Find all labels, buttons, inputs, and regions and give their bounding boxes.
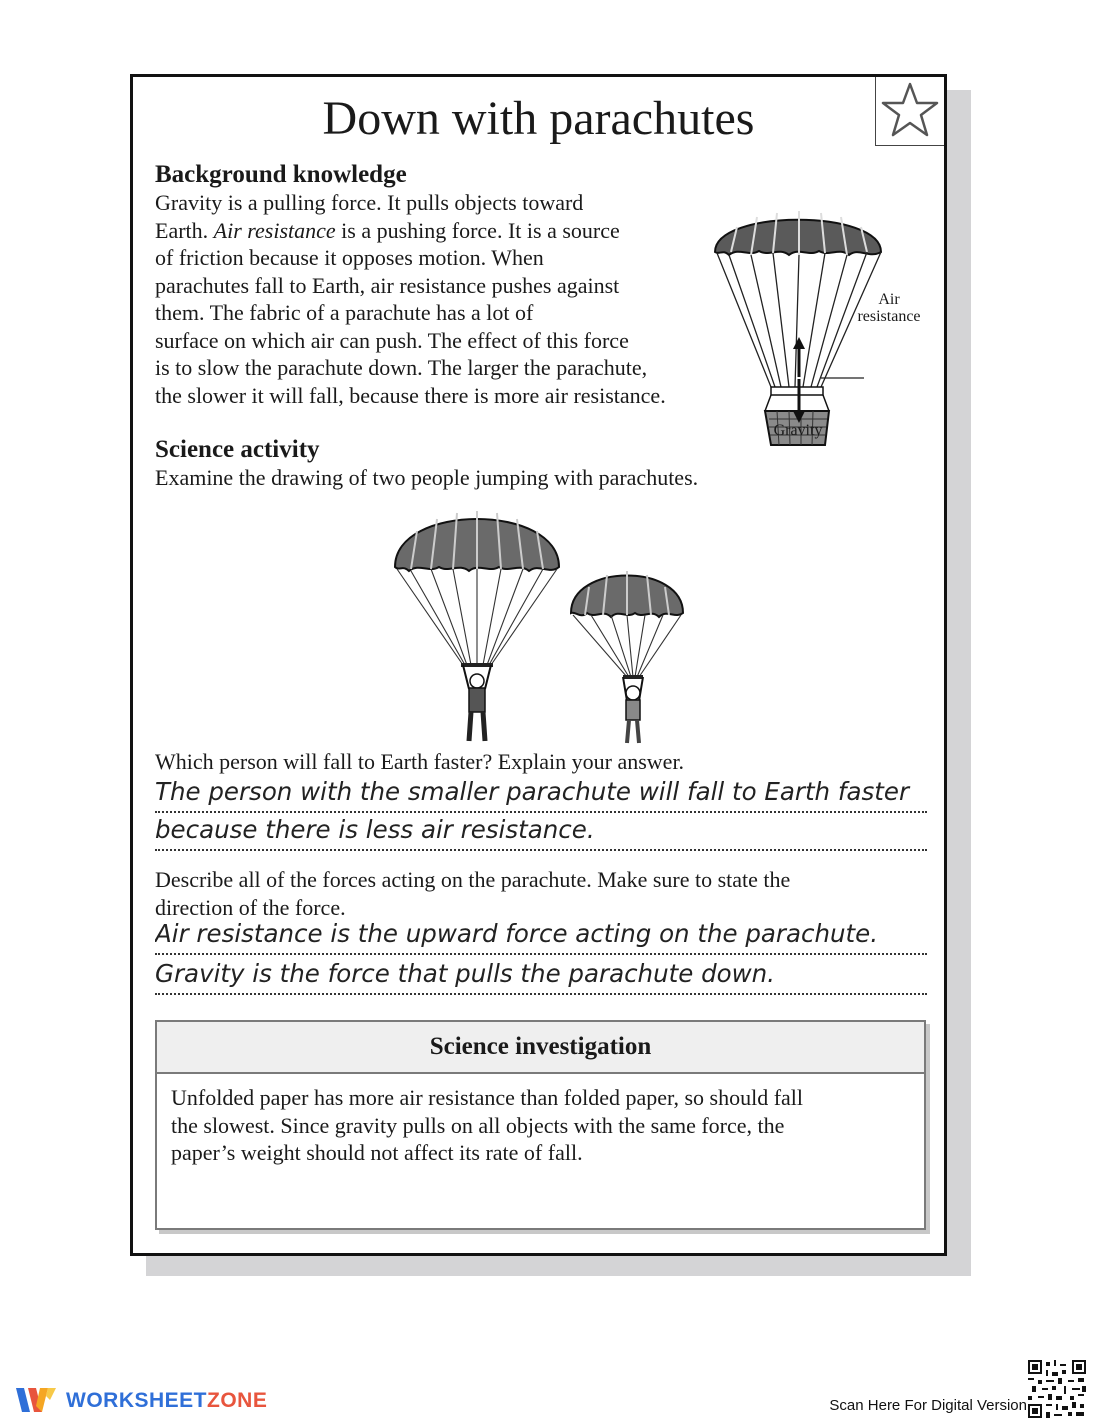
answer-line[interactable]: Gravity is the force that pulls the parachute down. [155, 957, 927, 995]
brand-wordmark: WORKSHEETZONE [66, 1389, 268, 1412]
activity-instruction: Examine the drawing of two people jumping with parachutes. [155, 465, 699, 490]
background-line: parachutes fall to Earth, air resistance pushes against [155, 272, 620, 298]
star-box [875, 77, 944, 146]
question-2-prompt: Describe all of the forces acting on the parachute. Make sure to state the direction of the force. [155, 867, 791, 920]
background-line: Gravity is a pulling force. It pulls objects toward [155, 190, 584, 215]
gravity-arrow [789, 377, 809, 427]
answer-line[interactable]: The person with the smaller parachute will fall to Earth faster [155, 775, 927, 813]
background-line: the slower it will fall, because there is more air resistance. [155, 382, 666, 408]
worksheetzone-logo-icon [14, 1384, 58, 1418]
air-resistance-label: Air resistance [857, 291, 921, 325]
background-line: Earth. Air resistance is a pushing force. It is a source [155, 217, 620, 243]
background-line: is to slow the parachute down. The larger the parachute, [155, 355, 648, 380]
scan-caption: Scan Here For Digital Version [829, 1397, 1027, 1414]
background-line: them. The fabric of a parachute has a lot of [155, 300, 534, 325]
qr-code[interactable] [1028, 1360, 1086, 1418]
background-line: surface on which air can push. The effect of this force [155, 327, 629, 353]
background-line: of friction because it opposes motion. When [155, 245, 544, 270]
question-1-prompt: Which person will fall to Earth faster? Explain your answer. [155, 749, 685, 774]
answer-line[interactable]: Air resistance is the upward force acting on the parachute. [155, 917, 927, 955]
worksheet-page [130, 74, 947, 1256]
star-icon [880, 80, 940, 140]
air-resistance-term: Air resistance [213, 217, 336, 243]
gravity-label: Gravity [773, 422, 823, 439]
background-heading: Background knowledge [155, 161, 407, 188]
parachutists-illustration [391, 505, 691, 745]
answer-line[interactable]: because there is less air resistance. [155, 813, 927, 851]
investigation-text[interactable]: Unfolded paper has more air resistance than folded paper, so should fall the slowest. Since gravity pulls on all objects with the same force, the paper’s weight should not affect its rate of fall. [171, 1085, 804, 1165]
investigation-box [155, 1020, 926, 1230]
page-title: Down with parachutes [322, 92, 755, 145]
worksheetzone-logo[interactable] [14, 1384, 267, 1418]
investigation-heading: Science investigation [157, 1022, 924, 1074]
activity-heading: Science activity [155, 436, 320, 463]
background-paragraph [155, 189, 666, 409]
